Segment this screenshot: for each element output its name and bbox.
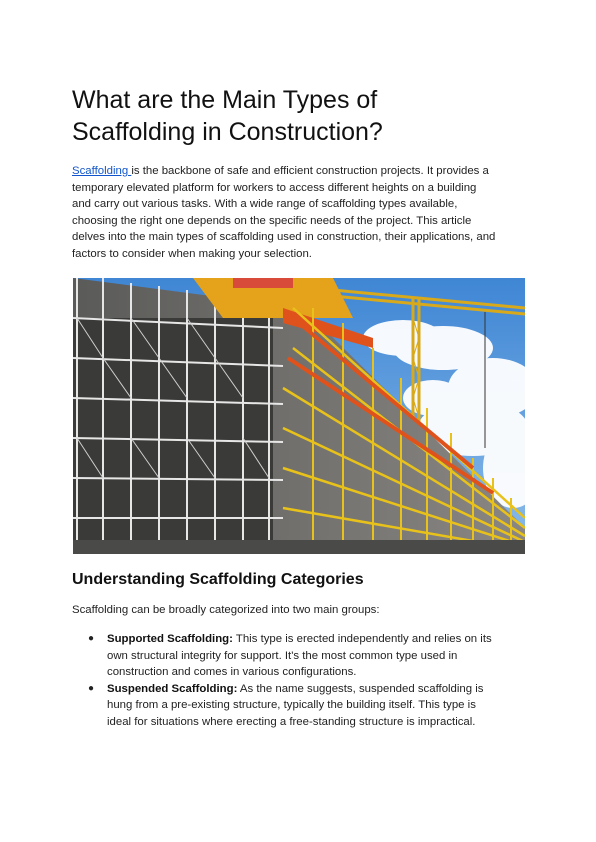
intro-line-4: choosing the right one depends on the specific needs of the project. This article [72, 214, 472, 227]
bullet-icon: ● [88, 682, 95, 694]
bullet-icon: ● [88, 633, 95, 644]
intro-line-2: temporary elevated platform for workers to access different heights on a building [72, 181, 477, 194]
intro-line-1-text: is the backbone of safe and efficient construction projects. It provides a [131, 165, 489, 177]
scaffolding-link[interactable]: Scaffolding [72, 165, 132, 177]
construction-scaffolding-photo [73, 278, 525, 554]
intro-line-6: factors to consider when making your selection. [72, 247, 312, 260]
bullet-line-2: hung from a pre-existing structure, typically the building itself. This type is [107, 699, 476, 712]
bullet-line-2: own structural integrity for support. It's the most common type used in [107, 649, 458, 662]
intro-line-3: and carry out various tasks. With a wide range of scaffolding types available, [72, 198, 458, 211]
title-line-1: What are the Main Types of [72, 86, 378, 114]
intro-paragraph [72, 163, 528, 263]
section-lead: Scaffolding can be broadly categorized into two main groups: [72, 604, 380, 616]
bullet-text: As the name suggests, suspended scaffolding is [237, 682, 484, 695]
list-item [88, 681, 528, 731]
bullet-term: Supported Scaffolding: [107, 633, 233, 645]
bullet-line-1 [107, 631, 528, 648]
intro-line-5: delves into the main types of scaffolding used in construction, their applications, and [72, 231, 496, 244]
list-item [88, 631, 528, 681]
page-title [72, 84, 532, 148]
intro-line-1 [72, 163, 528, 180]
bullet-line-3: ideal for situations where erecting a free-standing structure is impractical. [107, 715, 476, 728]
section-heading: Understanding Scaffolding Categories [72, 571, 364, 588]
title-line-2: Scaffolding in Construction? [72, 118, 383, 146]
bullet-line-1 [107, 681, 528, 698]
bullet-line-3: construction and comes in various configurations. [107, 666, 357, 679]
bullet-text: This type is erected independently and relies on its [232, 633, 492, 645]
bullet-term: Suspended Scaffolding: [107, 682, 238, 695]
scaffolding-illustration [73, 278, 525, 554]
category-list [88, 631, 528, 731]
